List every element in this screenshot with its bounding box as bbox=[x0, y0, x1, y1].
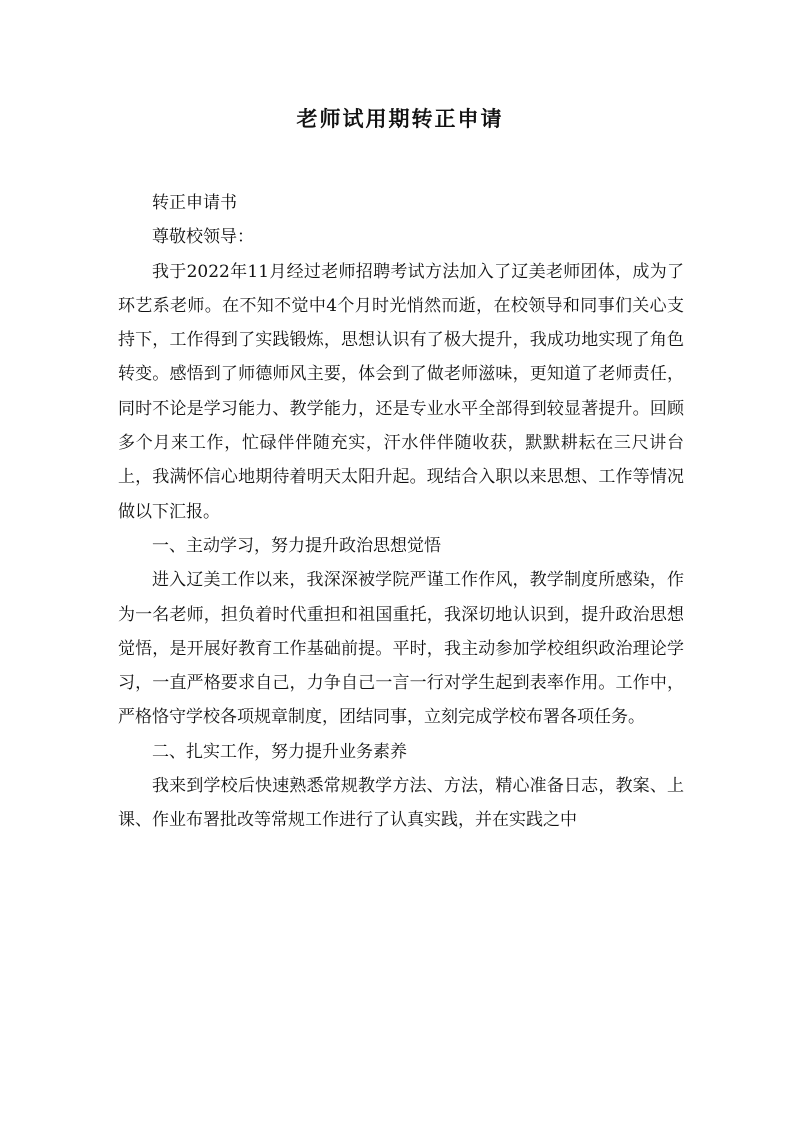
document-body bbox=[118, 186, 684, 838]
document-title: 老师试用期转正申请 bbox=[296, 106, 504, 131]
section-heading-2: 二、扎实工作，努力提升业务素养 bbox=[152, 741, 407, 762]
paragraph-section-2: 我来到学校后快速熟悉常规教学方法、方法，精心准备日志，教案、上课、作业布署批改等常规工作进行了认真实践，并在实践之中 bbox=[118, 776, 684, 831]
section-heading-1: 一、主动学习，努力提升政治思想觉悟 bbox=[152, 535, 441, 556]
paragraph-heading: 转正申请书 bbox=[152, 193, 237, 213]
paragraph-intro: 我于2022年11月经过老师招聘考试方法加入了辽美老师团体，成为了环艺系老师。在不知不觉中4个月时光悄然而逝，在校领导和同事们关心支持下，工作得到了实践锻炼，思想认识有了极大提升，我成功地实现了角色转变。感悟到了师德师风主要，体会到了做老师滋味，更知道了老师责任，同时不论是学习能力、教学能力，还是专业水平全部得到较显著提升。回顾多个月来工作，忙碌伴伴随充实，汗水伴伴随收获，默默耕耘在三尺讲台上，我满怀信心地期待着明天太阳升起。现结合入职以来思想、工作等情况做以下汇报。 bbox=[118, 261, 684, 522]
paragraph-section-1: 进入辽美工作以来，我深深被学院严谨工作作风，教学制度所感染，作为一名老师，担负着时代重担和祖国重托，我深切地认识到，提升政治思想觉悟，是开展好教育工作基础前提。平时，我主动参加学校组织政治理论学习，一直严格要求自己，力争自己一言一行对学生起到表率作用。工作中，严格恪守学校各项规章制度，团结同事，立刻完成学校布署各项任务。 bbox=[118, 570, 684, 728]
paragraph-salutation: 尊敬校领导： bbox=[152, 227, 254, 248]
